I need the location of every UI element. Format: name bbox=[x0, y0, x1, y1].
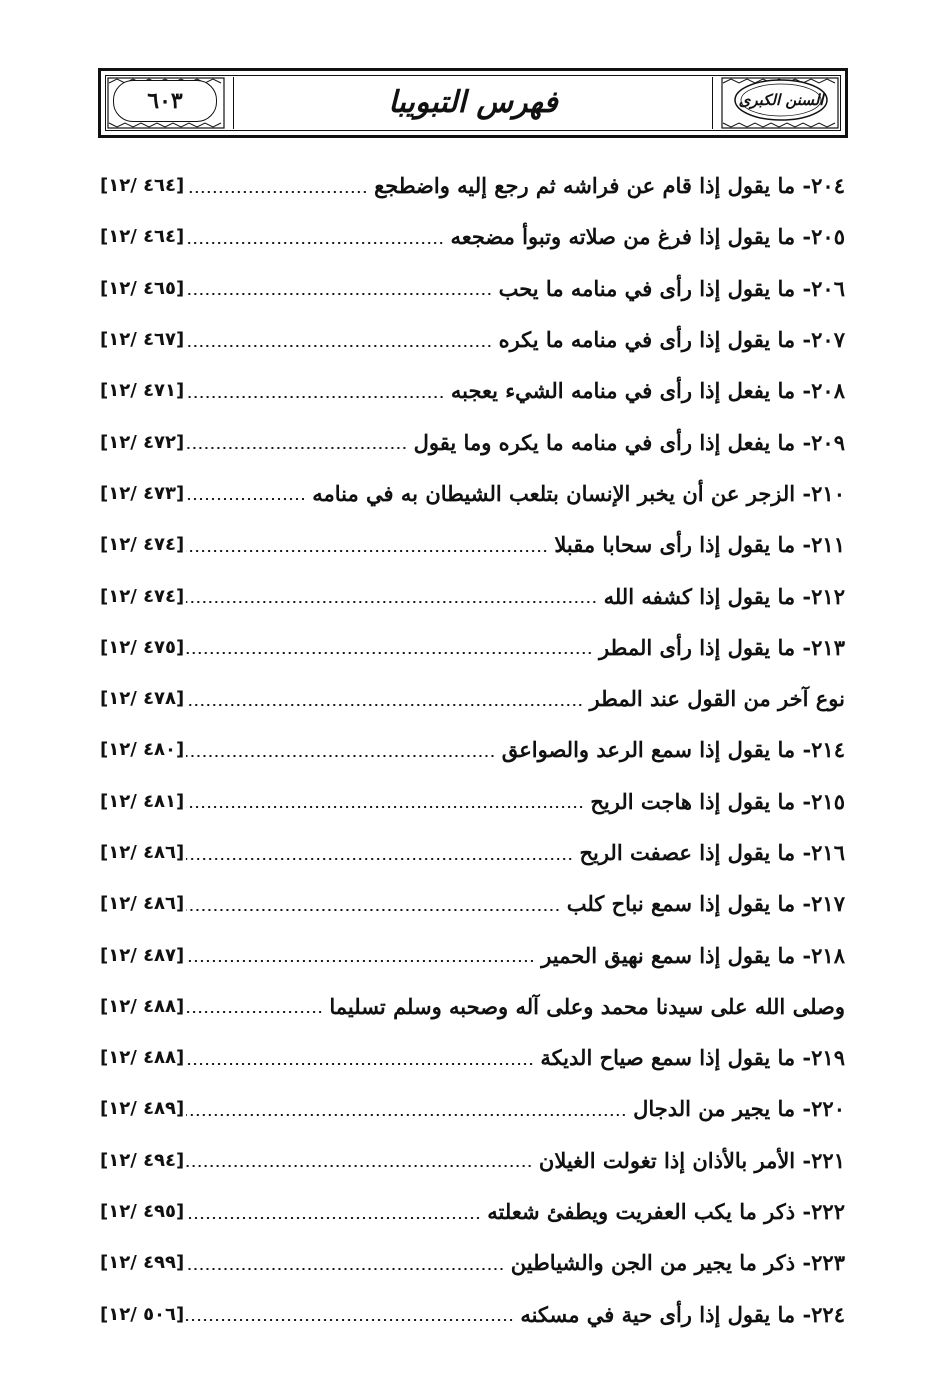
entry-reference: [٤٧٣ /١٢] bbox=[100, 482, 185, 504]
toc-entry bbox=[100, 724, 845, 775]
entry-reference: [٤٧٥ /١٢] bbox=[100, 636, 185, 658]
toc-entry bbox=[100, 1237, 845, 1288]
entry-reference: [٤٨٦ /١٢] bbox=[100, 842, 185, 863]
toc-entry bbox=[100, 776, 845, 827]
entry-title: ٢١١- ما يقول إذا رأى سحابا مقبلا bbox=[554, 532, 845, 558]
toc-list bbox=[100, 160, 845, 1340]
book-emblem-icon bbox=[731, 77, 831, 123]
toc-entry bbox=[100, 263, 845, 314]
header-title: فهرس التبويبا bbox=[388, 85, 558, 120]
toc-entry bbox=[100, 314, 845, 365]
dot-leader bbox=[186, 550, 548, 552]
entry-title: ٢٢٢- ذكر ما يكب العفريت ويطفئ شعلته bbox=[487, 1199, 845, 1225]
entry-title: ٢٢١- الأمر بالأذان إذا تغولت الغيلان bbox=[538, 1147, 845, 1173]
entry-reference: [٤٦٧ /١٢] bbox=[100, 329, 185, 351]
dot-leader bbox=[186, 1063, 534, 1065]
entry-reference: [٤٧٢ /١٢] bbox=[100, 431, 185, 453]
dot-leader bbox=[186, 704, 583, 706]
toc-entry bbox=[100, 929, 845, 980]
dot-leader bbox=[186, 858, 573, 860]
entry-title: ٢١٤- ما يقول إذا سمع الرعد والصواعق bbox=[501, 737, 845, 763]
toc-entry bbox=[100, 468, 845, 519]
entry-reference: [٤٨١ /١٢] bbox=[100, 790, 185, 812]
entry-title: ٢١٩- ما يقول إذا سمع صياح الديكة bbox=[540, 1045, 845, 1071]
dot-leader bbox=[186, 601, 597, 603]
toc-entry bbox=[100, 160, 845, 211]
entry-reference: [٤٧٤ /١٢] bbox=[100, 534, 185, 556]
dot-leader bbox=[186, 191, 368, 193]
dot-leader bbox=[186, 1011, 323, 1013]
toc-entry bbox=[100, 673, 845, 724]
dot-leader bbox=[186, 960, 535, 962]
dot-leader bbox=[186, 1114, 627, 1116]
entry-reference: [٤٨٧ /١٢] bbox=[100, 944, 185, 966]
entry-title: ٢١٣- ما يقول إذا رأى المطر bbox=[599, 634, 845, 660]
entry-title: نوع آخر من القول عند المطر bbox=[589, 686, 845, 712]
dot-leader bbox=[186, 1268, 505, 1270]
toc-entry bbox=[100, 1289, 845, 1340]
entry-reference: [٤٦٤ /١٢] bbox=[100, 226, 185, 248]
entry-reference: [٥٠٦ /١٢] bbox=[100, 1303, 185, 1325]
entry-reference: [٤٨٨ /١٢] bbox=[100, 995, 185, 1017]
entry-reference: [٤٧٤ /١٢] bbox=[100, 585, 185, 607]
entry-title: ٢١٧- ما يقول إذا سمع نباح كلب bbox=[566, 891, 845, 917]
toc-entry bbox=[100, 1135, 845, 1186]
page-number: ٦٠٣ bbox=[113, 80, 217, 122]
toc-entry bbox=[100, 570, 845, 621]
entry-title: ٢٢٠- ما يجير من الدجال bbox=[633, 1096, 845, 1122]
entry-title: ٢١٢- ما يقول إذا كشفه الله bbox=[603, 583, 845, 609]
dot-leader bbox=[186, 293, 492, 295]
dot-leader bbox=[186, 909, 560, 911]
entry-title: ٢٠٧- ما يقول إذا رأى في منامه ما يكره bbox=[498, 327, 845, 353]
dot-leader bbox=[186, 498, 306, 500]
entry-reference: [٤٩٥ /١٢] bbox=[100, 1201, 185, 1223]
entry-reference: [٤٦٤ /١٢] bbox=[100, 175, 185, 197]
entry-title: وصلى الله على سيدنا محمد وعلى آله وصحبه وسلم تسليما bbox=[329, 993, 845, 1019]
toc-entry bbox=[100, 1083, 845, 1134]
entry-title: ٢٠٥- ما يقول إذا فرغ من صلاته وتبوأ مضجعه bbox=[450, 224, 845, 250]
entry-title: ٢٢٣- ذكر ما يجير من الجن والشياطين bbox=[510, 1250, 845, 1276]
toc-entry bbox=[100, 827, 845, 878]
entry-title: ٢٠٤- ما يقول إذا قام عن فراشه ثم رجع إليه واضطجع bbox=[374, 173, 845, 199]
entry-title: ٢٠٨- ما يفعل إذا رأى في منامه الشيء يعجبه bbox=[450, 378, 845, 404]
entry-title: ٢١٦- ما يقول إذا عصفت الريح bbox=[579, 840, 845, 865]
entry-reference: [٤٨٠ /١٢] bbox=[100, 739, 185, 761]
entry-reference: [٤٧١ /١٢] bbox=[100, 380, 185, 402]
entry-reference: [٤٦٥ /١٢] bbox=[100, 277, 185, 299]
entry-title: ٢٢٤- ما يقول إذا رأى حية في مسكنه bbox=[520, 1301, 845, 1327]
entry-reference: [٤٩٩ /١٢] bbox=[100, 1252, 185, 1274]
dot-leader bbox=[186, 1165, 533, 1167]
toc-entry bbox=[100, 981, 845, 1032]
entry-reference: [٤٨٦ /١٢] bbox=[100, 893, 185, 915]
entry-reference: [٤٨٨ /١٢] bbox=[100, 1047, 185, 1069]
dot-leader bbox=[186, 345, 492, 347]
dot-leader bbox=[186, 806, 584, 808]
dot-leader bbox=[186, 755, 495, 757]
toc-entry bbox=[100, 211, 845, 262]
page-header bbox=[98, 68, 848, 138]
toc-entry bbox=[100, 1032, 845, 1083]
dot-leader bbox=[186, 242, 444, 244]
entry-reference: [٤٧٨ /١٢] bbox=[100, 688, 185, 710]
emblem-label: السنن الكبرى bbox=[738, 91, 824, 109]
entry-title: ٢١٨- ما يقول إذا سمع نهيق الحمير bbox=[541, 942, 845, 968]
header-title-panel bbox=[233, 77, 713, 129]
entry-title: ٢٠٩- ما يفعل إذا رأى في منامه ما يكره وما يقول bbox=[413, 429, 845, 455]
dot-leader bbox=[186, 447, 407, 449]
entry-title: ٢١٠- الزجر عن أن يخبر الإنسان بتلعب الشيطان به في منامه bbox=[312, 480, 845, 506]
toc-entry bbox=[100, 365, 845, 416]
entry-reference: [٤٩٤ /١٢] bbox=[100, 1149, 185, 1171]
toc-entry bbox=[100, 519, 845, 570]
toc-entry bbox=[100, 878, 845, 929]
dot-leader bbox=[186, 1217, 481, 1219]
toc-entry bbox=[100, 622, 845, 673]
dot-leader bbox=[186, 652, 593, 654]
dot-leader bbox=[186, 396, 445, 398]
dot-leader bbox=[186, 1319, 514, 1321]
entry-title: ٢١٥- ما يقول إذا هاجت الريح bbox=[590, 788, 845, 814]
toc-entry bbox=[100, 1186, 845, 1237]
entry-reference: [٤٨٩ /١٢] bbox=[100, 1098, 185, 1120]
toc-entry bbox=[100, 416, 845, 467]
entry-title: ٢٠٦- ما يقول إذا رأى في منامه ما يحب bbox=[498, 275, 845, 301]
